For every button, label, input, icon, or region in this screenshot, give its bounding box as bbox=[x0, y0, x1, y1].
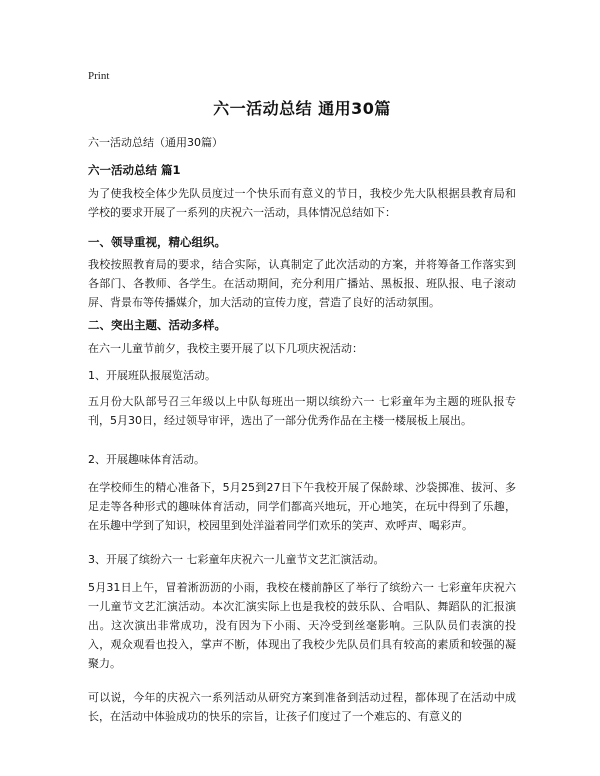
paragraph: 3、开展了缤纷六一 七彩童年庆祝六一儿童节文艺汇演活动。 bbox=[88, 553, 385, 566]
paragraph: 我校按照教育局的要求，结合实际，认真制定了此次活动的方案，并将筹备工作落实到各部门、各教师、各学生。在活动期间，充分利用广播站、黑板报、班队报、电子滚动屏、背景布等传播媒介，加大活动的宣传力度，营造了良好的活动氛围。 bbox=[88, 258, 516, 309]
paragraph: 在学校师生的精心准备下，5月25到27日下午我校开展了保龄球、沙袋掷准、拔河、多足走等各种形式的趣味体育活动，同学们都高兴地玩，开心地笑，在玩中得到了乐趣，在乐趣中学到了知识，校园里到处洋溢着同学们欢乐的笑声、欢呼声、喝彩声。 bbox=[88, 481, 516, 532]
document-subtitle: 六一活动总结（通用30篇） bbox=[88, 136, 223, 149]
paragraph: 在六一儿童节前夕，我校主要开展了以下几项庆祝活动： bbox=[88, 342, 363, 355]
paragraph: 1、开展班队报展览活动。 bbox=[88, 369, 216, 382]
section-heading: 六一活动总结 篇1 bbox=[88, 163, 181, 177]
page-title: 六一活动总结 通用30篇 bbox=[213, 99, 391, 118]
paragraph: 5月31日上午，冒着淅沥沥的小雨，我校在楼前静区了举行了缤纷六一 七彩童年庆祝六一儿童节文艺汇演活动。本次汇演实际上也是我校的鼓乐队、合唱队、舞蹈队的汇报演出。这次演出非常成功，没有因为下小雨、天冷受到丝毫影响。三队队员们表演的投入，观众观看也投入，掌声不断，体现出了我校少先队员们具有较高的素质和较强的凝聚力。 bbox=[88, 581, 516, 670]
paragraph: 五月份大队部号召三年级以上中队每班出一期以缤纷六一 七彩童年为主题的班队报专刊，5月30日，经过领导审评，选出了一部分优秀作品在主楼一楼展板上展出。 bbox=[88, 395, 516, 427]
paragraph: 2、开展趣味体育活动。 bbox=[88, 453, 205, 466]
paragraph: 为了使我校全体少先队员度过一个快乐而有意义的节日，我校少先大队根据县教育局和学校的要求开展了一系列的庆祝六一活动，具体情况总结如下： bbox=[88, 187, 516, 219]
subheading: 二、突出主题、活动多样。 bbox=[88, 318, 226, 332]
subheading: 一、领导重视，精心组织。 bbox=[88, 235, 226, 249]
print-link[interactable]: Print bbox=[88, 70, 110, 82]
paragraph: 可以说，今年的庆祝六一系列活动从研究方案到准备到活动过程，都体现了在活动中成长，在活动中体验成功的快乐的宗旨，让孩子们度过了一个难忘的、有意义的 bbox=[88, 691, 516, 723]
